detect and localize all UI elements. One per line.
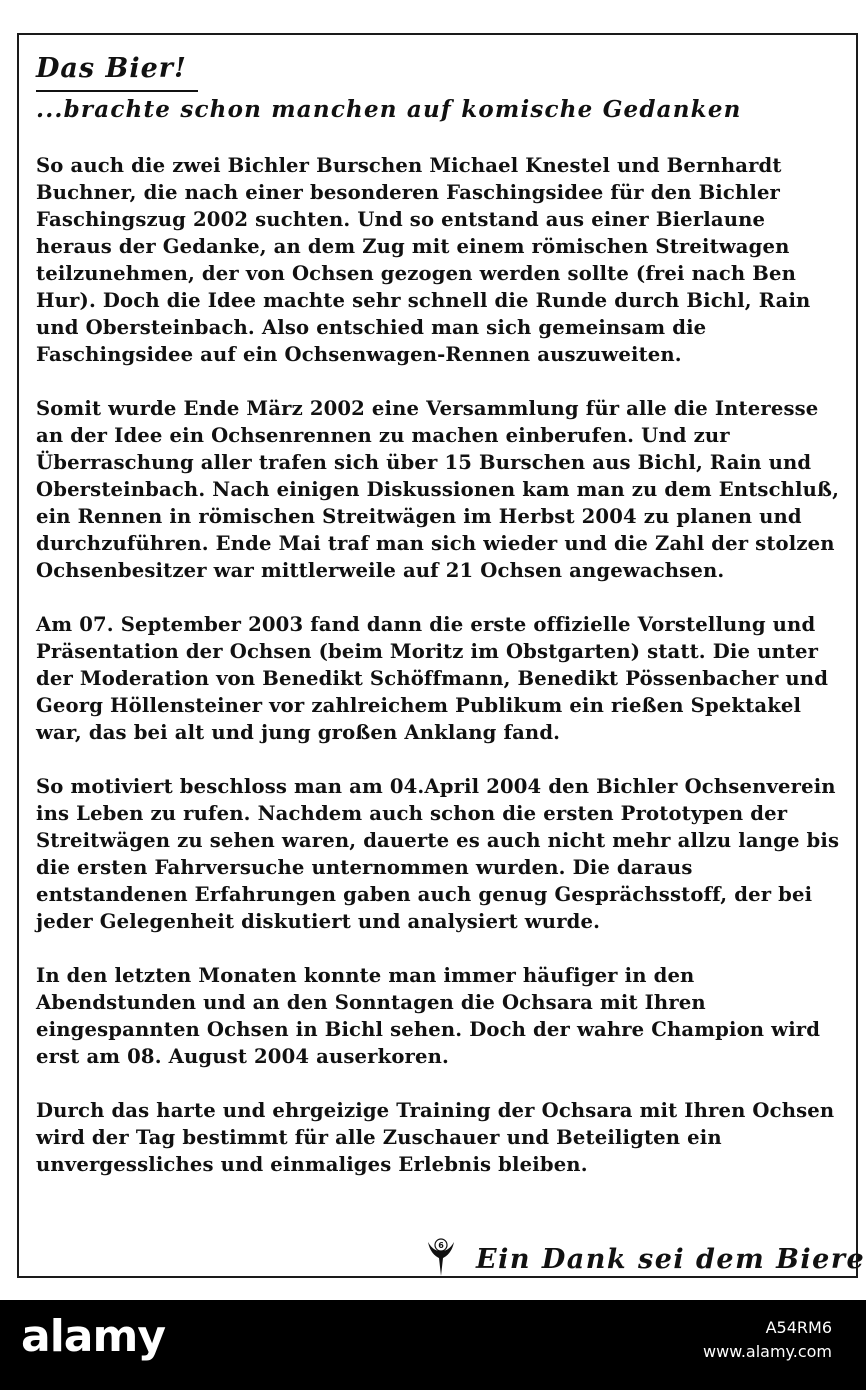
closing-line: Ein Dank sei dem Biere bbox=[476, 1244, 866, 1275]
paragraph: Am 07. September 2003 fand dann die erste offizielle Vorstellung und Präsentation der Ochsen (beim Moritz im Obstgarten) statt. Die unter der Moderation von Benedikt Schöffmann, Benedikt Pössenbacher und Georg Höllensteiner vor zahlreichem Publikum ein rießen Spektakel war, das bei alt und jung großen Anklang fand. bbox=[36, 613, 829, 744]
watermark-site: www.alamy.com bbox=[703, 1342, 832, 1361]
headline-underline bbox=[36, 90, 198, 92]
headline: Das Bier! bbox=[36, 53, 187, 84]
article-body bbox=[36, 152, 846, 1178]
emblem-number: 6 bbox=[438, 1241, 444, 1250]
closing-signature bbox=[424, 1236, 866, 1280]
watermark-image-id: A54RM6 bbox=[765, 1318, 832, 1337]
paragraph: In den letzten Monaten konnte man immer häufiger in den Abendstunden und an den Sonntagen die Ochsara mit Ihren eingespannten Ochsen in Bichl sehen. Doch der wahre Champion wird erst am 08. August 2004 auserkoren. bbox=[36, 964, 821, 1068]
alamy-logo: alamy bbox=[21, 1311, 165, 1362]
paragraph: So motiviert beschloss man am 04.April 2004 den Bichler Ochsenverein ins Leben zu rufen. Nachdem auch schon die ersten Prototypen der Streitwägen zu sehen waren, dauerte es auch nicht mehr allzu lange bis die ersten Fahrversuche unternommen wurden. Die daraus entstandenen Erfahrungen gaben auch genug Gesprächsstoff, der bei jeder Gelegenheit diskutiert und analysiert wurde. bbox=[36, 775, 840, 933]
watermark-meta bbox=[703, 1316, 832, 1364]
horned-emblem-icon bbox=[424, 1236, 458, 1280]
subheadline: ...brachte schon manchen auf komische Gedanken bbox=[36, 96, 742, 123]
paragraph: So auch die zwei Bichler Burschen Michael Knestel und Bernhardt Buchner, die nach einer besonderen Faschingsidee für den Bichler Faschingszug 2002 suchten. Und so entstand aus einer Bierlaune heraus der Gedanke, an dem Zug mit einem römischen Streitwagen teilzunehmen, der von Ochsen gezogen werden sollte (frei nach Ben Hur). Doch die Idee machte sehr schnell die Runde durch Bichl, Rain und Obersteinbach. Also entschied man sich gemeinsam die Faschingsidee auf ein Ochsenwagen-Rennen auszuweiten. bbox=[36, 154, 811, 366]
paragraph: Durch das harte und ehrgeizige Training der Ochsara mit Ihren Ochsen wird der Tag bestimmt für alle Zuschauer und Beteiligten ein unvergessliches und einmaliges Erlebnis bleiben. bbox=[36, 1099, 835, 1176]
paragraph: Somit wurde Ende März 2002 eine Versammlung für alle die Interesse an der Idee ein Ochsenrennen zu machen einberufen. Und zur Überraschung aller trafen sich über 15 Burschen aus Bichl, Rain und Obersteinbach. Nach einigen Diskussionen kam man zu dem Entschluß, ein Rennen in römischen Streitwägen im Herbst 2004 zu planen und durchzuführen. Ende Mai traf man sich wieder und die Zahl der stolzen Ochsenbesitzer war mittlerweile auf 21 Ochsen angewachsen. bbox=[36, 397, 840, 582]
